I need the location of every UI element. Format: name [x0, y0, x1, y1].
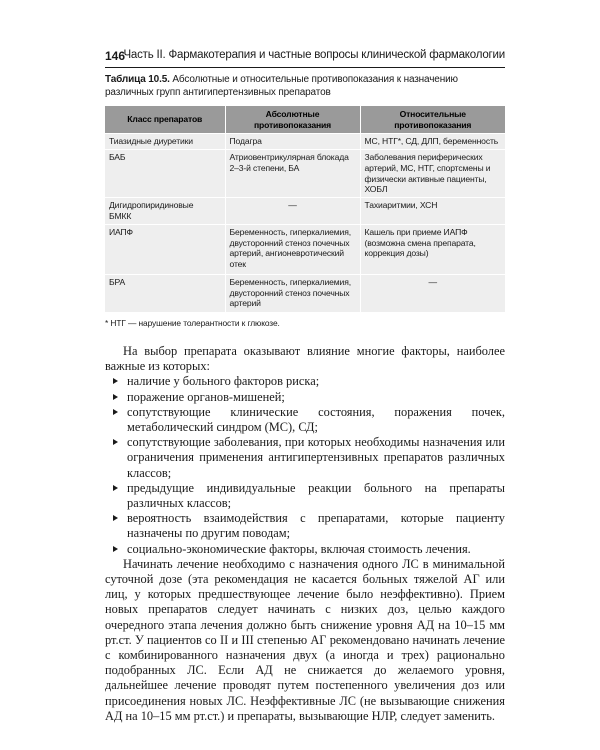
table-caption	[105, 74, 505, 99]
table-row	[105, 150, 505, 198]
cell-relative: Заболевания периферических артерий, МС, НТГ, спортсмены и физически активные пациенты, ХОБЛ	[360, 150, 505, 198]
bullet-arrow-icon	[113, 394, 118, 400]
list-item-text: наличие у больного факторов риска;	[127, 374, 320, 389]
list-item	[105, 435, 505, 481]
running-title: Часть II. Фармакотерапия и частные вопросы клинической фармакологии	[123, 49, 505, 61]
table-row	[105, 134, 505, 150]
list-item	[105, 390, 505, 405]
body-text	[105, 344, 505, 724]
list-item	[105, 405, 505, 435]
cell-drug-class: Дигидропиридиновые БМКК	[105, 198, 225, 225]
cell-relative: Кашель при приеме ИАПФ (возможна смена препарата, коррекция дозы)	[360, 224, 505, 274]
bullet-arrow-icon	[113, 439, 118, 445]
cell-relative: —	[360, 274, 505, 312]
table-footnote: * НТГ — нарушение толерантности к глюкозе.	[105, 318, 280, 328]
list-item-text: вероятность взаимодействия с препаратами, которые пациенту назначены по другим поводам;	[127, 511, 505, 541]
list-item-text: поражение органов-мишеней;	[127, 389, 285, 404]
intro-paragraph: На выбор препарата оказывают влияние многие факторы, наиболее важные из которых:	[105, 344, 505, 374]
table-row	[105, 198, 505, 225]
column-header-relative: Относительные противопоказания	[360, 106, 505, 134]
table-caption-number: Таблица 10.5.	[105, 74, 170, 85]
list-item-text: сопутствующие заболевания, при которых необходимы назначения или ограничения применения антигипертензивных препаратов различных классов;	[127, 435, 505, 480]
column-header-drug-class: Класс препаратов	[105, 106, 225, 134]
bullet-arrow-icon	[113, 546, 118, 552]
page-header	[105, 47, 505, 65]
cell-relative: МС, НТГ*, СД, ДЛП, беременность	[360, 134, 505, 150]
list-item	[105, 542, 505, 557]
bullet-arrow-icon	[113, 409, 118, 415]
cell-absolute: Подагра	[225, 134, 360, 150]
table-row	[105, 274, 505, 312]
cell-absolute: Беременность, гиперкалиемия, двусторонний стеноз почечных артерий, ангионевротический отек	[225, 224, 360, 274]
cell-absolute: Беременность, гиперкалиемия, двусторонний стеноз почечных артерий	[225, 274, 360, 312]
table-caption-text: Абсолютные и относительные противопоказания к назначению различных групп антигипертензивных препаратов	[105, 74, 458, 98]
list-item-text: социально-экономические факторы, включая стоимость лечения.	[127, 541, 471, 556]
bullet-arrow-icon	[113, 378, 118, 384]
list-item	[105, 374, 505, 389]
page-number: 146	[105, 49, 126, 63]
list-item-text: предыдущие индивидуальные реакции больного на препараты различных классов;	[127, 480, 505, 511]
cell-absolute: —	[225, 198, 360, 225]
contraindications-table	[105, 105, 505, 313]
list-item-text: сопутствующие клинические состояния, поражения почек, метаболический синдром (МС), СД;	[127, 404, 505, 435]
bullet-arrow-icon	[113, 515, 118, 521]
cell-absolute: Атриовентрикулярная блокада 2–3-й степени, БА	[225, 150, 360, 198]
header-rule	[105, 67, 505, 68]
cell-drug-class: Тиазидные диуретики	[105, 134, 225, 150]
column-header-absolute: Абсолютные противопоказания	[225, 106, 360, 134]
list-item	[105, 481, 505, 511]
table-header-row	[105, 106, 505, 134]
cell-drug-class: БРА	[105, 274, 225, 312]
cell-relative: Тахиаритмии, ХСН	[360, 198, 505, 225]
table-row	[105, 224, 505, 274]
factors-list	[105, 374, 505, 556]
treatment-paragraph: Начинать лечение необходимо с назначения одного ЛС в минимальной суточной дозе (эта рекомендация не касается больных тяжелой АГ или лиц, у которых предшествующее лечение было неэффективно). Прием новых препаратов следует начинать с низких доз, целью каждого очередного этапа лечения должно быть снижение уровня АД на 10–15 мм рт.ст. У пациентов со II и III степенью АГ рекомендовано начинать лечение с комбинированного назначения двух (а иногда и трех) рационально подобранных ЛС. Если АД не снижается до желаемого уровня, дальнейшее лечение проводят путем постепенного увеличения доз или присоединения новых ЛС. Неэффективные ЛС (не вызывающие снижения АД на 10–15 мм рт.ст.) и препараты, вызывающие НЛР, следует заменить.	[105, 556, 505, 723]
cell-drug-class: ИАПФ	[105, 224, 225, 274]
bullet-arrow-icon	[113, 485, 118, 491]
cell-drug-class: БАБ	[105, 150, 225, 198]
list-item	[105, 511, 505, 541]
